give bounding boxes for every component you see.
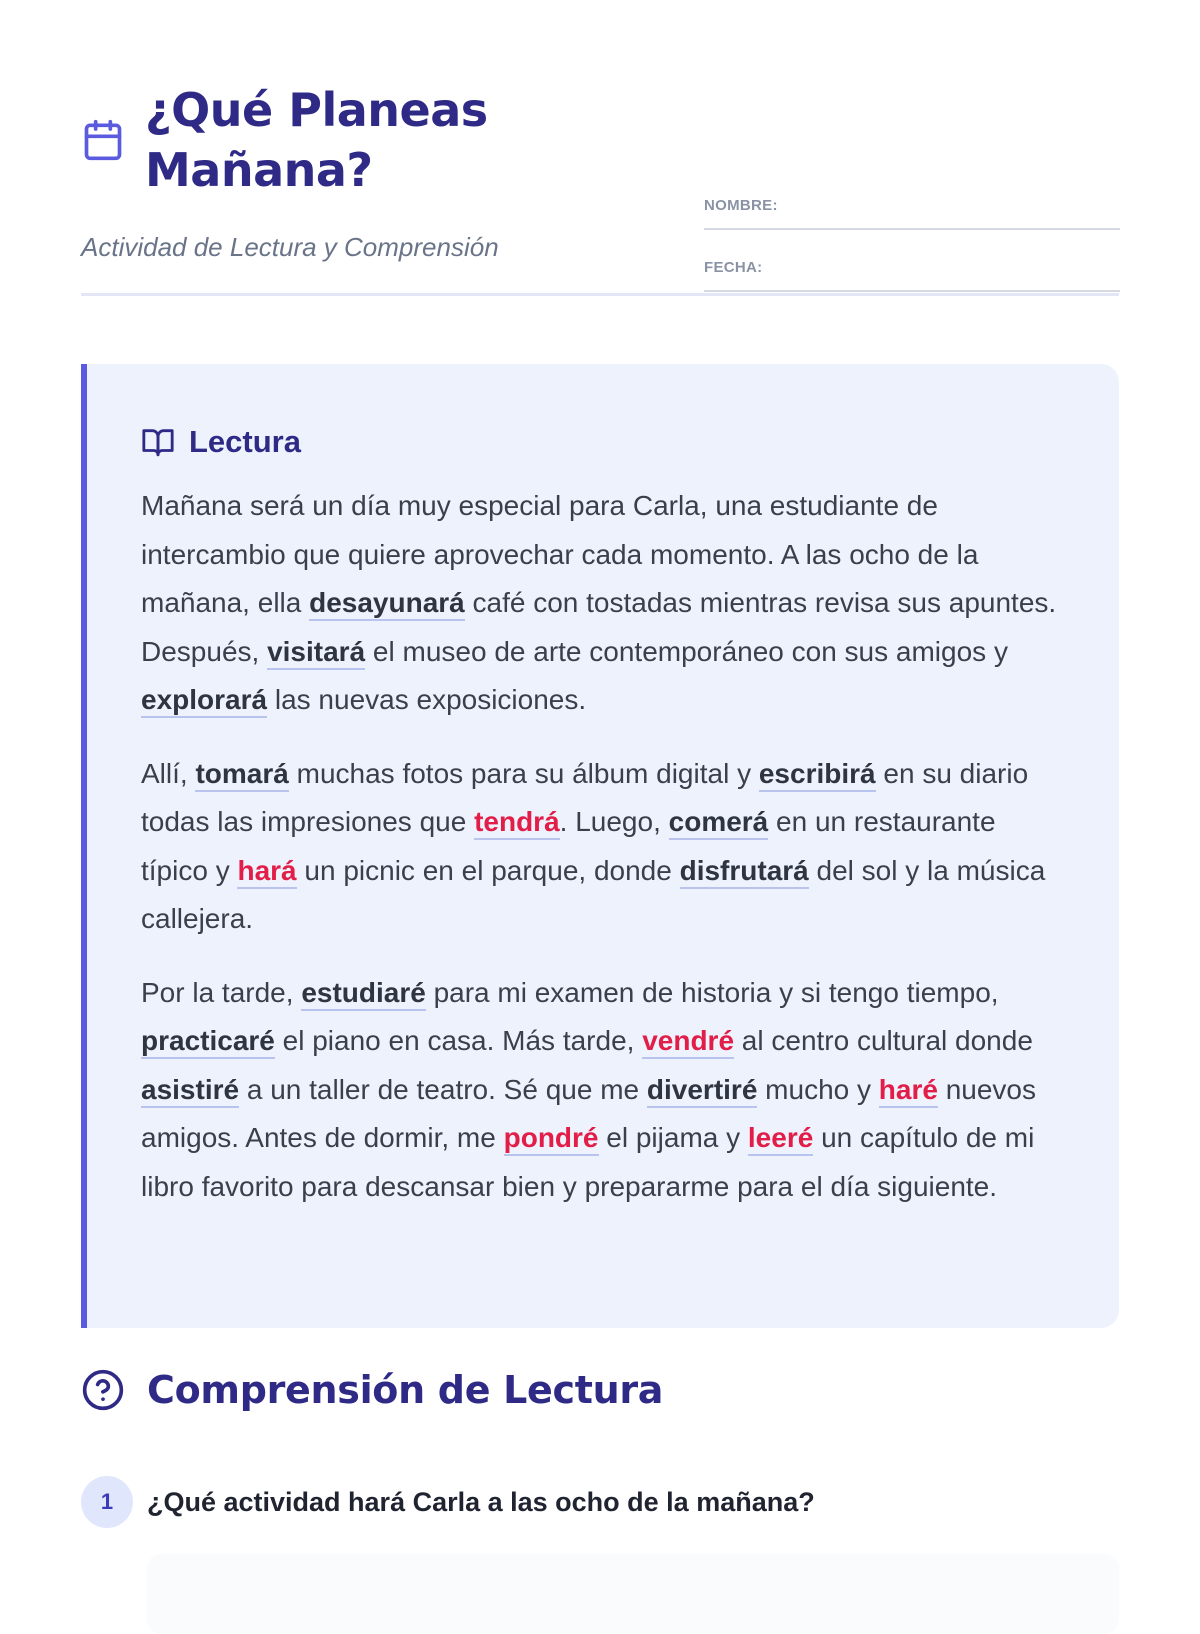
- question-item: [81, 1476, 815, 1528]
- book-open-icon: [141, 425, 175, 459]
- reading-paragraph: [141, 482, 1065, 725]
- future-verb: estudiaré: [301, 977, 426, 1011]
- reading-text-segment: el pijama y: [598, 1122, 748, 1153]
- student-fields: [704, 168, 1120, 292]
- reading-text-segment: café con tostadas mientras revisa sus apuntes. Después,: [141, 587, 1057, 667]
- worksheet: [81, 0, 1119, 1517]
- reading-text-segment: el museo de arte contemporáneo con sus amigos y: [365, 635, 1008, 667]
- irregular-future-verb: pondré: [504, 1122, 599, 1156]
- future-verb: escribirá: [759, 758, 876, 792]
- worksheet-header: [81, 0, 1119, 300]
- future-verb: practicaré: [141, 1025, 275, 1059]
- answer-area[interactable]: [147, 1554, 1119, 1634]
- reading-text-segment: mucho y: [757, 1073, 879, 1105]
- header-divider: [81, 293, 1119, 296]
- reading-title: Lectura: [189, 424, 301, 459]
- reading-text-segment: del sol y la música callejera.: [141, 854, 1046, 934]
- reading-text-segment: un picnic en el parque, donde: [296, 854, 680, 886]
- reading-text-segment: al centro cultural donde: [734, 1025, 1033, 1056]
- name-label: NOMBRE:: [704, 197, 778, 214]
- irregular-future-verb: tendrá: [474, 806, 560, 840]
- future-verb: visitará: [267, 636, 365, 670]
- reading-text-segment: a un taller de teatro. Sé que me: [239, 1073, 647, 1105]
- irregular-future-verb: leeré: [748, 1122, 813, 1156]
- reading-text-segment: Por la tarde,: [141, 976, 302, 1008]
- reading-text-segment: las nuevas exposiciones.: [267, 684, 587, 715]
- reading-text-segment: en su diario todas las impresiones que: [141, 757, 1029, 837]
- reading-text-segment: Allí,: [141, 757, 196, 789]
- irregular-future-verb: vendré: [642, 1025, 734, 1059]
- reading-text-segment: Mañana será un día muy especial para Carla, una estudiante de intercambio que quiere aprovechar cada momento. A las ocho de la mañana, ella: [141, 490, 979, 618]
- future-verb: asistiré: [141, 1074, 239, 1108]
- question-text: ¿Qué actividad hará Carla a las ocho de la mañana?: [147, 1486, 815, 1517]
- reading-card: [81, 364, 1119, 1328]
- reading-text: [141, 482, 1065, 1211]
- page-title: ¿Qué Planeas Mañana?: [145, 83, 488, 197]
- future-verb: disfrutará: [680, 855, 809, 889]
- future-verb: divertiré: [647, 1074, 758, 1108]
- reading-text-segment: el piano en casa. Más tarde,: [274, 1025, 643, 1056]
- reading-text-segment: muchas fotos para su álbum digital y: [288, 757, 759, 789]
- page-subtitle: Actividad de Lectura y Comprensión: [81, 232, 499, 262]
- reading-paragraph: [141, 750, 1065, 944]
- reading-text-segment: para mi examen de historia y si tengo tiempo,: [425, 976, 999, 1008]
- name-field[interactable]: [704, 168, 1120, 230]
- comprehension-header: [81, 1368, 663, 1412]
- reading-header: [141, 420, 1065, 464]
- question-circle-icon: [81, 1368, 125, 1412]
- future-verb: tomará: [195, 758, 288, 792]
- date-field[interactable]: [704, 230, 1120, 292]
- future-verb: comerá: [669, 806, 769, 840]
- irregular-future-verb: hará: [237, 855, 296, 889]
- future-verb: desayunará: [309, 587, 465, 621]
- irregular-future-verb: haré: [879, 1074, 938, 1108]
- calendar-icon: [81, 118, 125, 162]
- comprehension-title: Comprensión de Lectura: [147, 1368, 664, 1412]
- future-verb: explorará: [141, 684, 267, 718]
- reading-paragraph: [141, 969, 1065, 1212]
- date-label: FECHA:: [704, 259, 763, 276]
- reading-text-segment: en un restaurante típico y: [141, 806, 996, 886]
- reading-text-segment: un capítulo de mi libro favorito para descansar bien y prepararme para el día siguiente.: [141, 1122, 1035, 1202]
- question-number: 1: [81, 1476, 133, 1528]
- reading-text-segment: nuevos amigos. Antes de dormir, me: [141, 1073, 1037, 1153]
- reading-text-segment: . Luego,: [559, 806, 669, 837]
